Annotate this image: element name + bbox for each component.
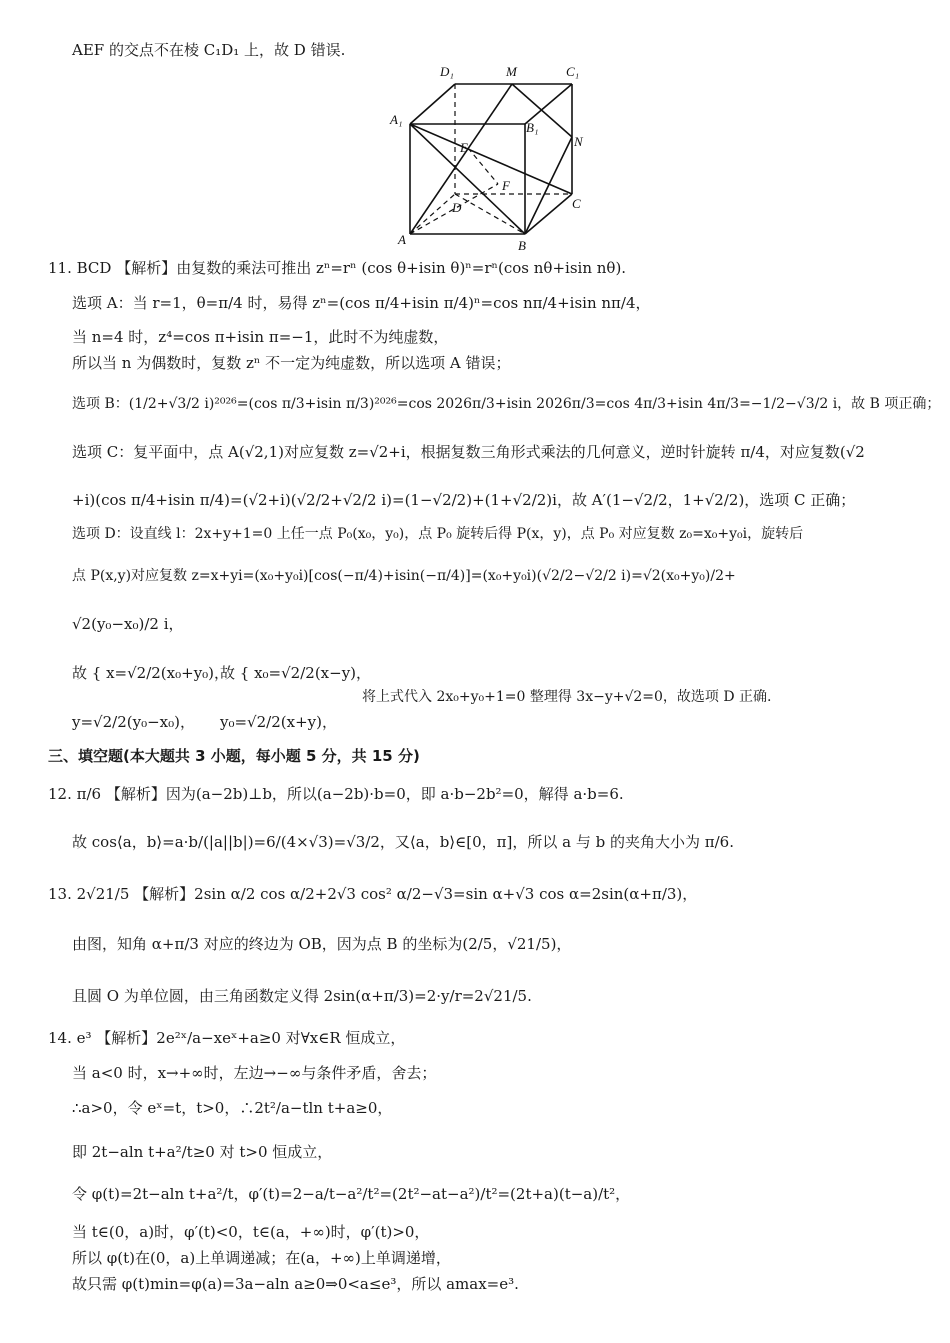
- q14-line-6: 当 t∈(0，a)时，φ′(t)<0，t∈(a，+∞)时，φ′(t)>0，: [72, 1223, 430, 1241]
- q11-line-7: +i)(cos π/4+isin π/4)=(√2+i)(√2/2+√2/2 i)=(1−√2/2)+(1+√2/2)i，故 A′(1−√2/2，1+√2/2)，选项 C 正确；: [72, 491, 856, 509]
- q11-line-10: √2(y₀−x₀)/2 i，: [72, 615, 184, 633]
- cube-figure: [380, 62, 600, 254]
- q11-system-2a: 故 { x₀=√2/2(x−y)，: [220, 664, 372, 682]
- q14-line-5: 令 φ(t)=2t−aln t+a²/t，φ′(t)=2−a/t−a²/t²=(2t²−at−a²)/t²=(2t+a)(t−a)/t²，: [72, 1185, 631, 1203]
- q14-line-8: 故只需 φ(t)min=φ(a)=3a−aln a≥0⇒0<a≤e³，所以 amax=e³.: [72, 1275, 519, 1293]
- q14-line-4: 即 2t−aln t+a²/t≥0 对 t>0 恒成立，: [72, 1143, 333, 1161]
- label-C: C: [572, 196, 581, 211]
- label-E: E: [460, 140, 468, 155]
- q12-line-1: 12. π/6 【解析】因为(a−2b)⊥b，所以(a−2b)·b=0，即 a·b−2b²=0，解得 a·b=6.: [48, 785, 624, 803]
- q13-line-3: 且圆 O 为单位圆，由三角函数定义得 2sin(α+π/3)=2·y/r=2√21/5.: [72, 987, 532, 1005]
- q14-line-2: 当 a<0 时，x→+∞时，左边→−∞与条件矛盾，舍去；: [72, 1064, 437, 1082]
- label-D1: D₁: [440, 64, 454, 79]
- q14-line-7: 所以 φ(t)在(0，a)上单调递减；在(a，+∞)上单调递增，: [72, 1249, 451, 1267]
- q11-system-1b: y=√2/2(y₀−x₀)，: [72, 713, 195, 731]
- q11-line-4: 所以当 n 为偶数时，复数 zⁿ 不一定为纯虚数，所以选项 A 错误；: [72, 354, 511, 372]
- label-D: D: [452, 200, 462, 215]
- cube-diagram: [380, 62, 600, 254]
- q14-line-1: 14. e³ 【解析】2e²ˣ/a−xeˣ+a≥0 对∀x∈R 恒成立，: [48, 1029, 406, 1047]
- q13-line-2: 由图，知角 α+π/3 对应的终边为 OB，因为点 B 的坐标为(2/5，√21/5)，: [72, 935, 572, 953]
- label-F: F: [502, 178, 510, 193]
- q11-line-2: 选项 A：当 r=1，θ=π/4 时，易得 zⁿ=(cos π/4+isin π/4)ⁿ=cos nπ/4+isin nπ/4，: [72, 294, 651, 312]
- q11-conclusion: 将上式代入 2x₀+y₀+1=0 整理得 3x−y+√2=0，故选项 D 正确.: [362, 689, 772, 705]
- label-M: M: [506, 64, 517, 79]
- q11-system-1a: 故 { x=√2/2(x₀+y₀)，: [72, 664, 230, 682]
- label-C1: C₁: [566, 64, 580, 79]
- q11-line-1: 11. BCD 【解析】由复数的乘法可推出 zⁿ=rⁿ (cos θ+isin θ)ⁿ=rⁿ(cos nθ+isin nθ).: [48, 259, 627, 277]
- top-line: AEF 的交点不在棱 C₁D₁ 上，故 D 错误.: [72, 41, 346, 59]
- section-3-heading: 三、填空题(本大题共 3 小题，每小题 5 分，共 15 分): [48, 747, 420, 765]
- label-B: B: [518, 238, 526, 253]
- q12-line-2: 故 cos⟨a，b⟩=a·b/(|a||b|)=6/(4×√3)=√3/2，又⟨a，b⟩∈[0，π]，所以 a 与 b 的夹角大小为 π/6.: [72, 833, 734, 851]
- label-A: A: [398, 232, 406, 247]
- label-N: N: [574, 134, 583, 149]
- q11-line-6: 选项 C：复平面中，点 A(√2,1)对应复数 z=√2+i，根据复数三角形式乘法的几何意义，逆时针旋转 π/4，对应复数(√2: [72, 443, 865, 461]
- q14-line-3: ∴a>0，令 eˣ=t，t>0，∴2t²/a−tln t+a≥0，: [72, 1099, 393, 1117]
- label-B1: B₁: [526, 120, 539, 135]
- q11-line-9: 点 P(x,y)对应复数 z=x+yi=(x₀+y₀i)[cos(−π/4)+isin(−π/4)]=(x₀+y₀i)(√2/2−√2/2 i)=√2(x₀+y₀)/2+: [72, 568, 736, 584]
- q11-system-2b: y₀=√2/2(x+y)，: [220, 713, 337, 731]
- q13-line-1: 13. 2√21/5 【解析】2sin α/2 cos α/2+2√3 cos² α/2−√3=sin α+√3 cos α=2sin(α+π/3)，: [48, 885, 698, 903]
- label-A1: A₁: [390, 112, 403, 127]
- q11-line-8: 选项 D：设直线 l：2x+y+1=0 上任一点 P₀(x₀，y₀)，点 P₀ 旋转后得 P(x，y)，点 P₀ 对应复数 z₀=x₀+y₀i，旋转后: [72, 526, 804, 542]
- q11-line-5: 选项 B：(1/2+√3/2 i)²⁰²⁶=(cos π/3+isin π/3)²⁰²⁶=cos 2026π/3+isin 2026π/3=cos 4π/3+isin 4π/3=−1/2−√3/2 i，故 B 项正确；: [72, 396, 941, 412]
- q11-line-3: 当 n=4 时，z⁴=cos π+isin π=−1，此时不为纯虚数，: [72, 328, 449, 346]
